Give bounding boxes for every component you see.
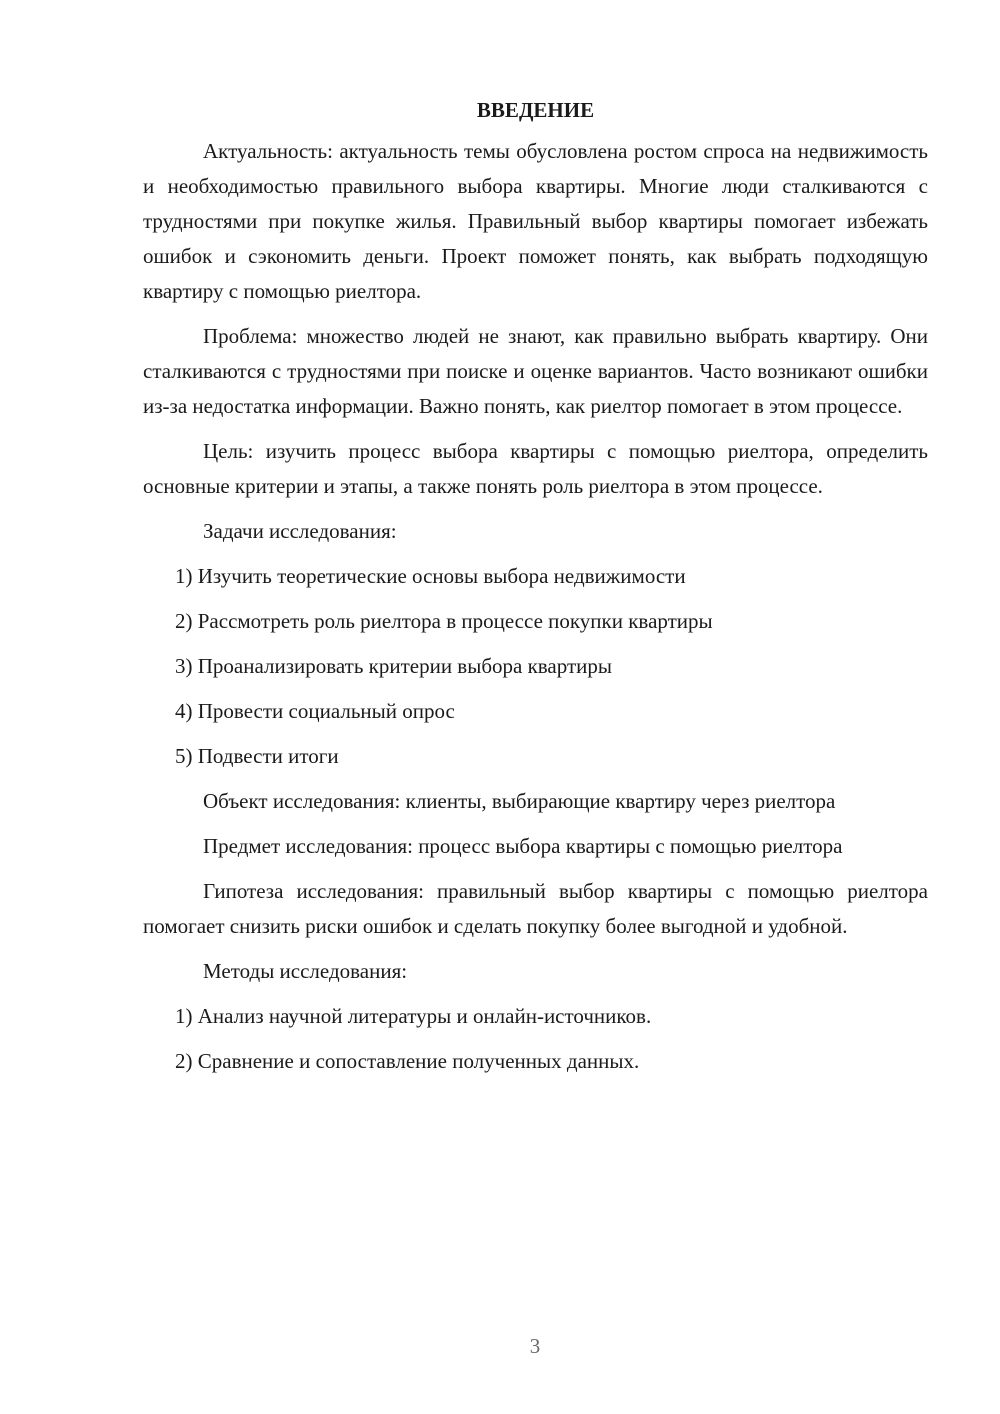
methods-title: Методы исследования: [203, 959, 408, 983]
relevance-paragraph: Актуальность: актуальность темы обусловлена ростом спроса на недвижимость и необходимостью правильного выбора квартиры. Многие люди сталкиваются с трудностями при покупке жилья. Правильный выбор квартиры помогает избежать ошибок и сэкономить деньги. Проект поможет понять, как выбрать подходящую квартиру с помощью риелтора. [143, 139, 928, 303]
tasks-title: Задачи исследования: [203, 519, 397, 543]
method-item: 1) Анализ научной литературы и онлайн-источников. [175, 1004, 652, 1028]
section-heading: ВВЕДЕНИЕ [476, 98, 595, 122]
subject-paragraph: Предмет исследования: процесс выбора квартиры с помощью риелтора [203, 834, 843, 858]
method-item: 2) Сравнение и сопоставление полученных данных. [175, 1049, 640, 1073]
object-paragraph: Объект исследования: клиенты, выбирающие квартиру через риелтора [203, 789, 836, 813]
hypothesis-paragraph: Гипотеза исследования: правильный выбор квартиры с помощью риелтора помогает снизить риски ошибок и сделать покупку более выгодной и удобной. [143, 879, 928, 938]
problem-paragraph: Проблема: множество людей не знают, как правильно выбрать квартиру. Они сталкиваются с трудностями при поиске и оценке вариантов. Часто возникают ошибки из-за недостатка информации. Важно понять, как риелтор помогает в этом процессе. [143, 324, 928, 418]
task-item: 1) Изучить теоретические основы выбора недвижимости [175, 564, 686, 588]
task-item: 2) Рассмотреть роль риелтора в процессе покупки квартиры [175, 609, 713, 633]
goal-paragraph: Цель: изучить процесс выбора квартиры с помощью риелтора, определить основные критерии и этапы, а также понять роль риелтора в этом процессе. [143, 439, 928, 498]
task-item: 3) Проанализировать критерии выбора квартиры [175, 654, 613, 678]
task-item: 4) Провести социальный опрос [175, 699, 455, 723]
page-number: 3 [529, 1334, 541, 1358]
task-item: 5) Подвести итоги [175, 744, 339, 768]
document-page [143, 96, 928, 1089]
